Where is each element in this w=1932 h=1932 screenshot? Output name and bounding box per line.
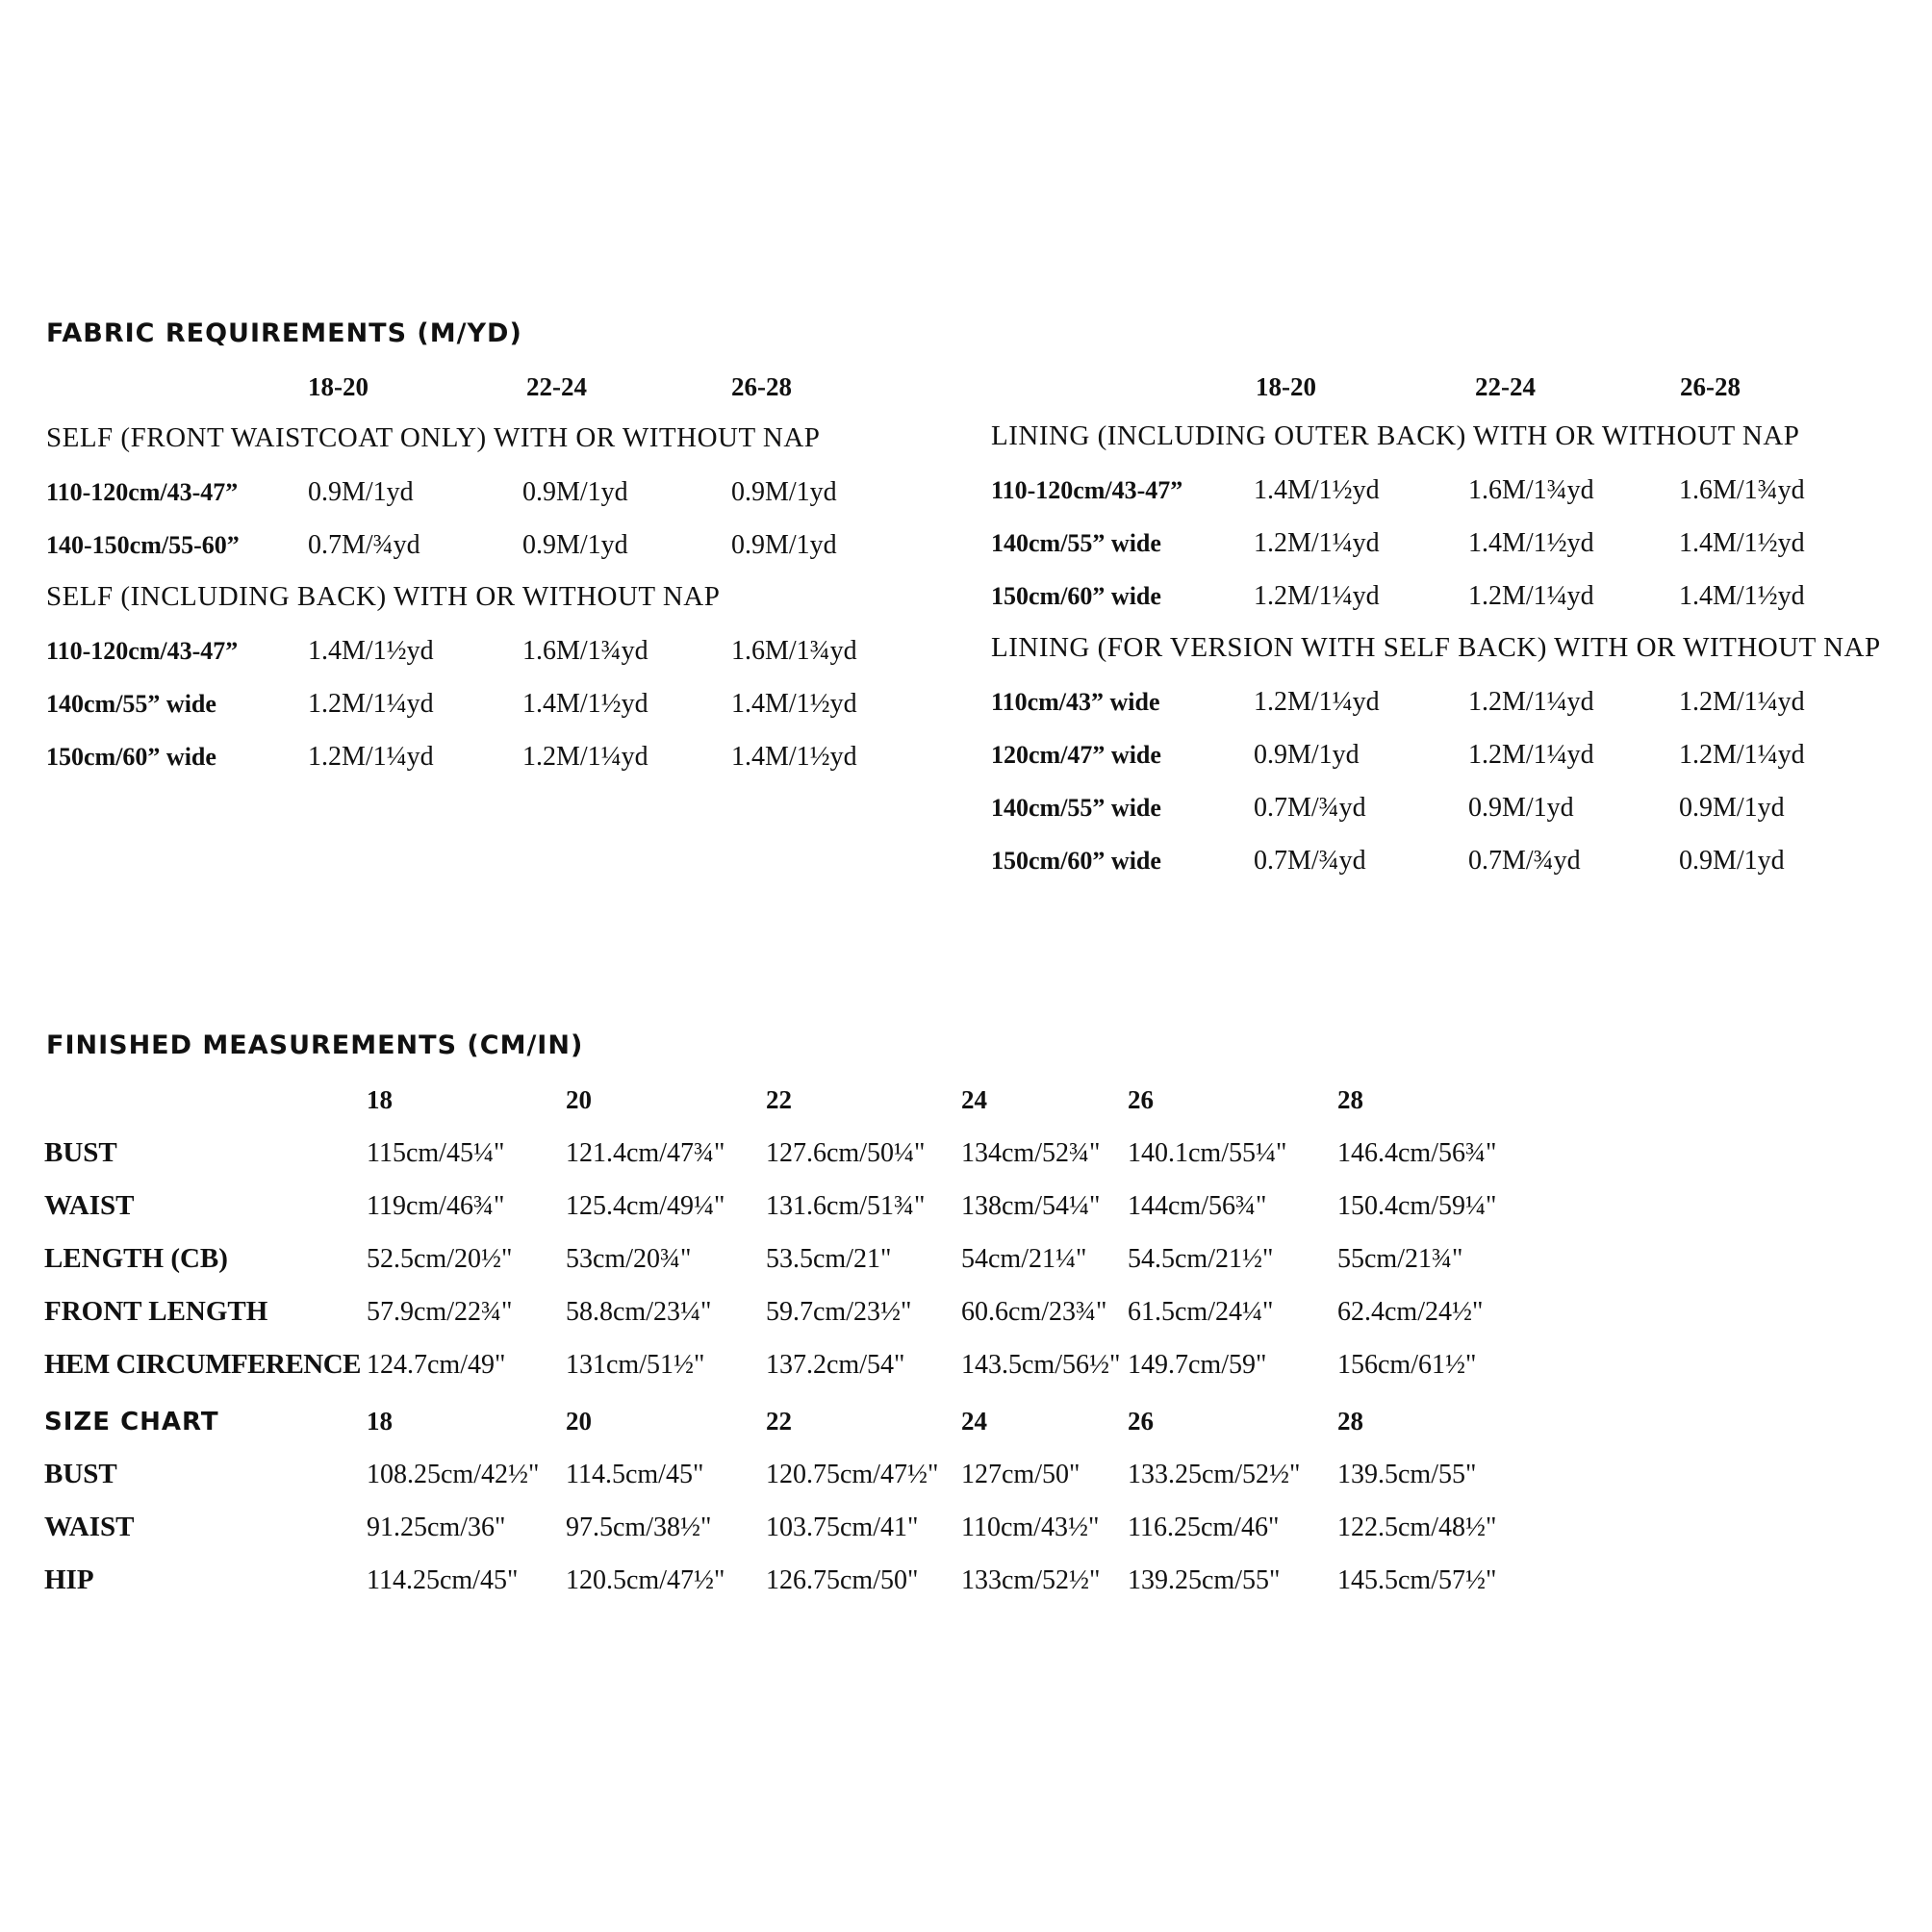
table-cell: 0.9M/1yd [731,477,837,507]
table-cell: 1.6M/1¾yd [522,636,648,666]
size-header: 20 [566,1407,592,1436]
table-cell: 57.9cm/22¾" [367,1297,513,1327]
table-cell: 1.4M/1½yd [731,742,857,772]
table-cell: 127cm/50" [961,1460,1080,1489]
table-cell: 127.6cm/50¼" [766,1138,926,1168]
size-header: 28 [1337,1407,1363,1436]
table-cell: 0.7M/¾yd [308,530,420,560]
row-label: 140cm/55” wide [46,690,216,718]
size-header: 18 [367,1085,393,1114]
group-heading: SELF (INCLUDING BACK) WITH OR WITHOUT NAP [46,581,721,612]
row-label: BUST [44,1137,117,1168]
size-header: 22-24 [526,372,587,401]
size-header: 18-20 [1256,372,1316,401]
table-cell: 52.5cm/20½" [367,1244,513,1274]
size-header: 22 [766,1085,792,1114]
table-cell: 110cm/43½" [961,1513,1100,1542]
table-cell: 114.25cm/45" [367,1565,519,1595]
table-cell: 0.9M/1yd [1679,793,1785,823]
table-cell: 1.2M/1¼yd [1254,687,1380,717]
table-cell: 0.9M/1yd [1468,793,1574,823]
table-cell: 0.9M/1yd [1254,740,1360,770]
table-cell: 1.4M/1½yd [522,689,648,719]
table-cell: 1.2M/1¼yd [1254,581,1380,611]
table-cell: 58.8cm/23¼" [566,1297,712,1327]
size-header: 20 [566,1085,592,1114]
table-cell: 1.2M/1¼yd [1468,581,1594,611]
table-cell: 53cm/20¾" [566,1244,692,1274]
table-cell: 124.7cm/49" [367,1350,506,1380]
table-cell: 133cm/52½" [961,1565,1101,1595]
table-cell: 134cm/52¾" [961,1138,1101,1168]
table-cell: 55cm/21¾" [1337,1244,1463,1274]
size-header: 28 [1337,1085,1363,1114]
row-label: 150cm/60” wide [991,847,1161,875]
table-cell: 150.4cm/59¼" [1337,1191,1497,1221]
table-cell: 114.5cm/45" [566,1460,704,1489]
finished-measurements-title: FINISHED MEASUREMENTS (CM/IN) [46,1030,584,1060]
table-cell: 0.9M/1yd [522,530,628,560]
row-label: 140cm/55” wide [991,529,1161,557]
table-cell: 144cm/56¾" [1128,1191,1267,1221]
size-header: 18 [367,1407,393,1436]
table-cell: 145.5cm/57½" [1337,1565,1497,1595]
row-label: HEM CIRCUMFERENCE [44,1349,362,1380]
table-cell: 1.6M/1¾yd [1679,475,1805,505]
row-label: 110-120cm/43-47” [991,476,1183,504]
table-cell: 54cm/21¼" [961,1244,1087,1274]
table-cell: 131.6cm/51¾" [766,1191,926,1221]
table-cell: 122.5cm/48½" [1337,1513,1497,1542]
size-header: 24 [961,1085,987,1114]
table-cell: 119cm/46¾" [367,1191,505,1221]
table-cell: 103.75cm/41" [766,1513,919,1542]
table-cell: 1.4M/1½yd [308,636,434,666]
table-cell: 1.2M/1¼yd [1679,740,1805,770]
table-cell: 1.4M/1½yd [731,689,857,719]
table-cell: 0.9M/1yd [731,530,837,560]
row-label: 110-120cm/43-47” [46,478,239,506]
group-heading: SELF (FRONT WAISTCOAT ONLY) WITH OR WITHOUT NAP [46,422,821,453]
table-cell: 1.2M/1¼yd [1254,528,1380,558]
fabric-requirements-title: FABRIC REQUIREMENTS (M/YD) [46,318,522,348]
table-cell: 1.2M/1¼yd [1679,687,1805,717]
table-cell: 125.4cm/49¼" [566,1191,725,1221]
table-cell: 53.5cm/21" [766,1244,892,1274]
table-cell: 156cm/61½" [1337,1350,1477,1380]
table-cell: 1.4M/1½yd [1468,528,1594,558]
table-cell: 120.5cm/47½" [566,1565,725,1595]
table-cell: 0.9M/1yd [308,477,414,507]
table-cell: 143.5cm/56½" [961,1350,1121,1380]
table-cell: 137.2cm/54" [766,1350,905,1380]
table-cell: 139.25cm/55" [1128,1565,1281,1595]
row-label: WAIST [44,1190,135,1221]
size-header: 22 [766,1407,792,1436]
table-cell: 59.7cm/23½" [766,1297,912,1327]
table-cell: 120.75cm/47½" [766,1460,939,1489]
table-cell: 133.25cm/52½" [1128,1460,1301,1489]
table-cell: 1.2M/1¼yd [308,742,434,772]
table-cell: 116.25cm/46" [1128,1513,1280,1542]
row-label: 140cm/55” wide [991,794,1161,822]
row-label: 120cm/47” wide [991,741,1161,769]
table-cell: 0.9M/1yd [522,477,628,507]
size-chart-title: SIZE CHART [44,1408,219,1436]
size-header: 26 [1128,1085,1154,1114]
table-cell: 121.4cm/47¾" [566,1138,725,1168]
table-cell: 62.4cm/24½" [1337,1297,1484,1327]
table-cell: 60.6cm/23¾" [961,1297,1107,1327]
row-label: 110cm/43” wide [991,688,1160,716]
table-cell: 146.4cm/56¾" [1337,1138,1497,1168]
table-cell: 1.4M/1½yd [1679,528,1805,558]
row-label: 110-120cm/43-47” [46,637,239,665]
group-heading: LINING (FOR VERSION WITH SELF BACK) WITH OR WITHOUT NAP [991,632,1881,663]
size-header: 18-20 [308,372,369,401]
row-label: 140-150cm/55-60” [46,531,240,559]
row-label: BUST [44,1459,117,1489]
table-cell: 1.4M/1½yd [1679,581,1805,611]
table-cell: 0.7M/¾yd [1254,793,1366,823]
table-cell: 1.4M/1½yd [1254,475,1380,505]
size-header: 26-28 [1680,372,1741,401]
row-label: FRONT LENGTH [44,1296,268,1327]
size-header: 24 [961,1407,987,1436]
row-label: WAIST [44,1512,135,1542]
table-cell: 115cm/45¼" [367,1138,505,1168]
table-cell: 97.5cm/38½" [566,1513,712,1542]
table-cell: 126.75cm/50" [766,1565,919,1595]
row-label: 150cm/60” wide [46,743,216,771]
row-label: LENGTH (CB) [44,1243,228,1274]
table-cell: 0.7M/¾yd [1254,846,1366,876]
table-cell: 131cm/51½" [566,1350,705,1380]
table-cell: 1.2M/1¼yd [1468,687,1594,717]
table-cell: 139.5cm/55" [1337,1460,1477,1489]
table-cell: 91.25cm/36" [367,1513,506,1542]
table-cell: 149.7cm/59" [1128,1350,1267,1380]
table-cell: 1.6M/1¾yd [1468,475,1594,505]
table-cell: 108.25cm/42½" [367,1460,540,1489]
table-cell: 61.5cm/24¼" [1128,1297,1274,1327]
table-cell: 140.1cm/55¼" [1128,1138,1287,1168]
table-cell: 138cm/54¼" [961,1191,1101,1221]
size-header: 26-28 [731,372,792,401]
row-label: 150cm/60” wide [991,582,1161,610]
group-heading: LINING (INCLUDING OUTER BACK) WITH OR WITHOUT NAP [991,420,1800,451]
table-cell: 1.2M/1¼yd [1468,740,1594,770]
size-header: 22-24 [1475,372,1536,401]
table-cell: 0.7M/¾yd [1468,846,1581,876]
table-cell: 1.6M/1¾yd [731,636,857,666]
table-cell: 1.2M/1¼yd [522,742,648,772]
table-cell: 54.5cm/21½" [1128,1244,1274,1274]
table-cell: 0.9M/1yd [1679,846,1785,876]
table-cell: 1.2M/1¼yd [308,689,434,719]
row-label: HIP [44,1564,94,1595]
size-header: 26 [1128,1407,1154,1436]
